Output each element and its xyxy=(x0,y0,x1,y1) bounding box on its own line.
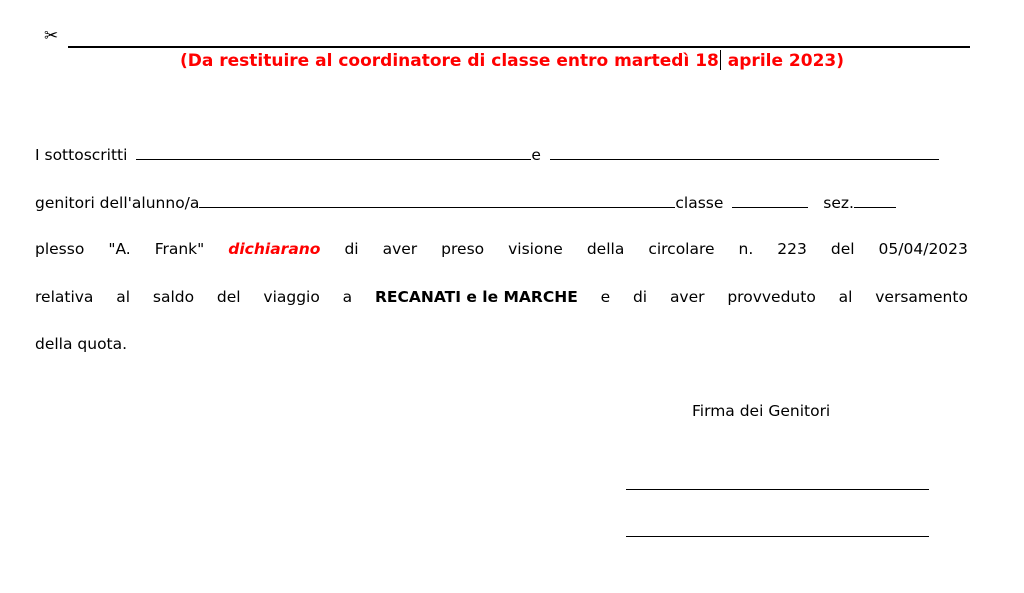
scissors-icon: ✂ xyxy=(44,26,59,46)
cut-line xyxy=(68,46,970,48)
declare-emphasis: dichiarano xyxy=(228,240,321,258)
text-word: della xyxy=(586,240,625,258)
circular-date: 05/04/2023 xyxy=(878,240,968,258)
text-word: al xyxy=(838,288,853,306)
text-word: circolare xyxy=(648,240,715,258)
section-label: sez. xyxy=(823,194,854,212)
text-word: saldo xyxy=(152,288,195,306)
text-word: preso xyxy=(441,240,485,258)
student-name-field[interactable] xyxy=(199,192,675,208)
signature-line-1[interactable] xyxy=(626,489,929,490)
class-label: classe xyxy=(675,194,724,212)
text-word: del xyxy=(830,240,855,258)
signature-line-2[interactable] xyxy=(626,536,929,537)
undersigned-label: I sottoscritti xyxy=(35,146,128,164)
declaration-line xyxy=(35,238,968,260)
parent2-name-field[interactable] xyxy=(550,144,939,160)
text-word: versamento xyxy=(875,288,968,306)
text-word: n. xyxy=(738,240,754,258)
student-label: genitori dell'alunno/a xyxy=(35,194,200,212)
text-word: visione xyxy=(508,240,563,258)
text-word: "A. xyxy=(108,240,131,258)
text-word: di xyxy=(344,240,359,258)
quota-line xyxy=(35,333,968,355)
text-word: di xyxy=(632,288,648,306)
trip-line xyxy=(35,286,968,308)
text-word: Frank" xyxy=(154,240,205,258)
text-word: provveduto xyxy=(727,288,816,306)
quota-text: della quota. xyxy=(35,335,128,353)
text-word: aver xyxy=(669,288,705,306)
text-word: plesso xyxy=(35,240,85,258)
text-cursor xyxy=(720,50,721,70)
text-word: viaggio xyxy=(263,288,320,306)
connector-e: e xyxy=(531,146,541,164)
parents-names-row xyxy=(35,144,968,166)
trip-destination: RECANATI e le MARCHE xyxy=(374,288,578,306)
text-word: del xyxy=(216,288,241,306)
circular-number: 223 xyxy=(777,240,807,258)
text-word: a xyxy=(342,288,353,306)
text-word: e xyxy=(600,288,611,306)
parent1-name-field[interactable] xyxy=(136,144,531,160)
text-word: al xyxy=(116,288,131,306)
notice-text-part1: (Da restituire al coordinatore di classe entro martedì 18 xyxy=(179,51,719,71)
text-word: aver xyxy=(382,240,418,258)
student-row xyxy=(35,192,968,214)
return-notice xyxy=(0,50,1024,72)
text-word: relativa xyxy=(35,288,94,306)
section-field[interactable] xyxy=(854,192,896,208)
signature-title: Firma dei Genitori xyxy=(692,402,831,420)
notice-text-part2: aprile 2023) xyxy=(721,51,845,71)
class-field[interactable] xyxy=(732,192,808,208)
